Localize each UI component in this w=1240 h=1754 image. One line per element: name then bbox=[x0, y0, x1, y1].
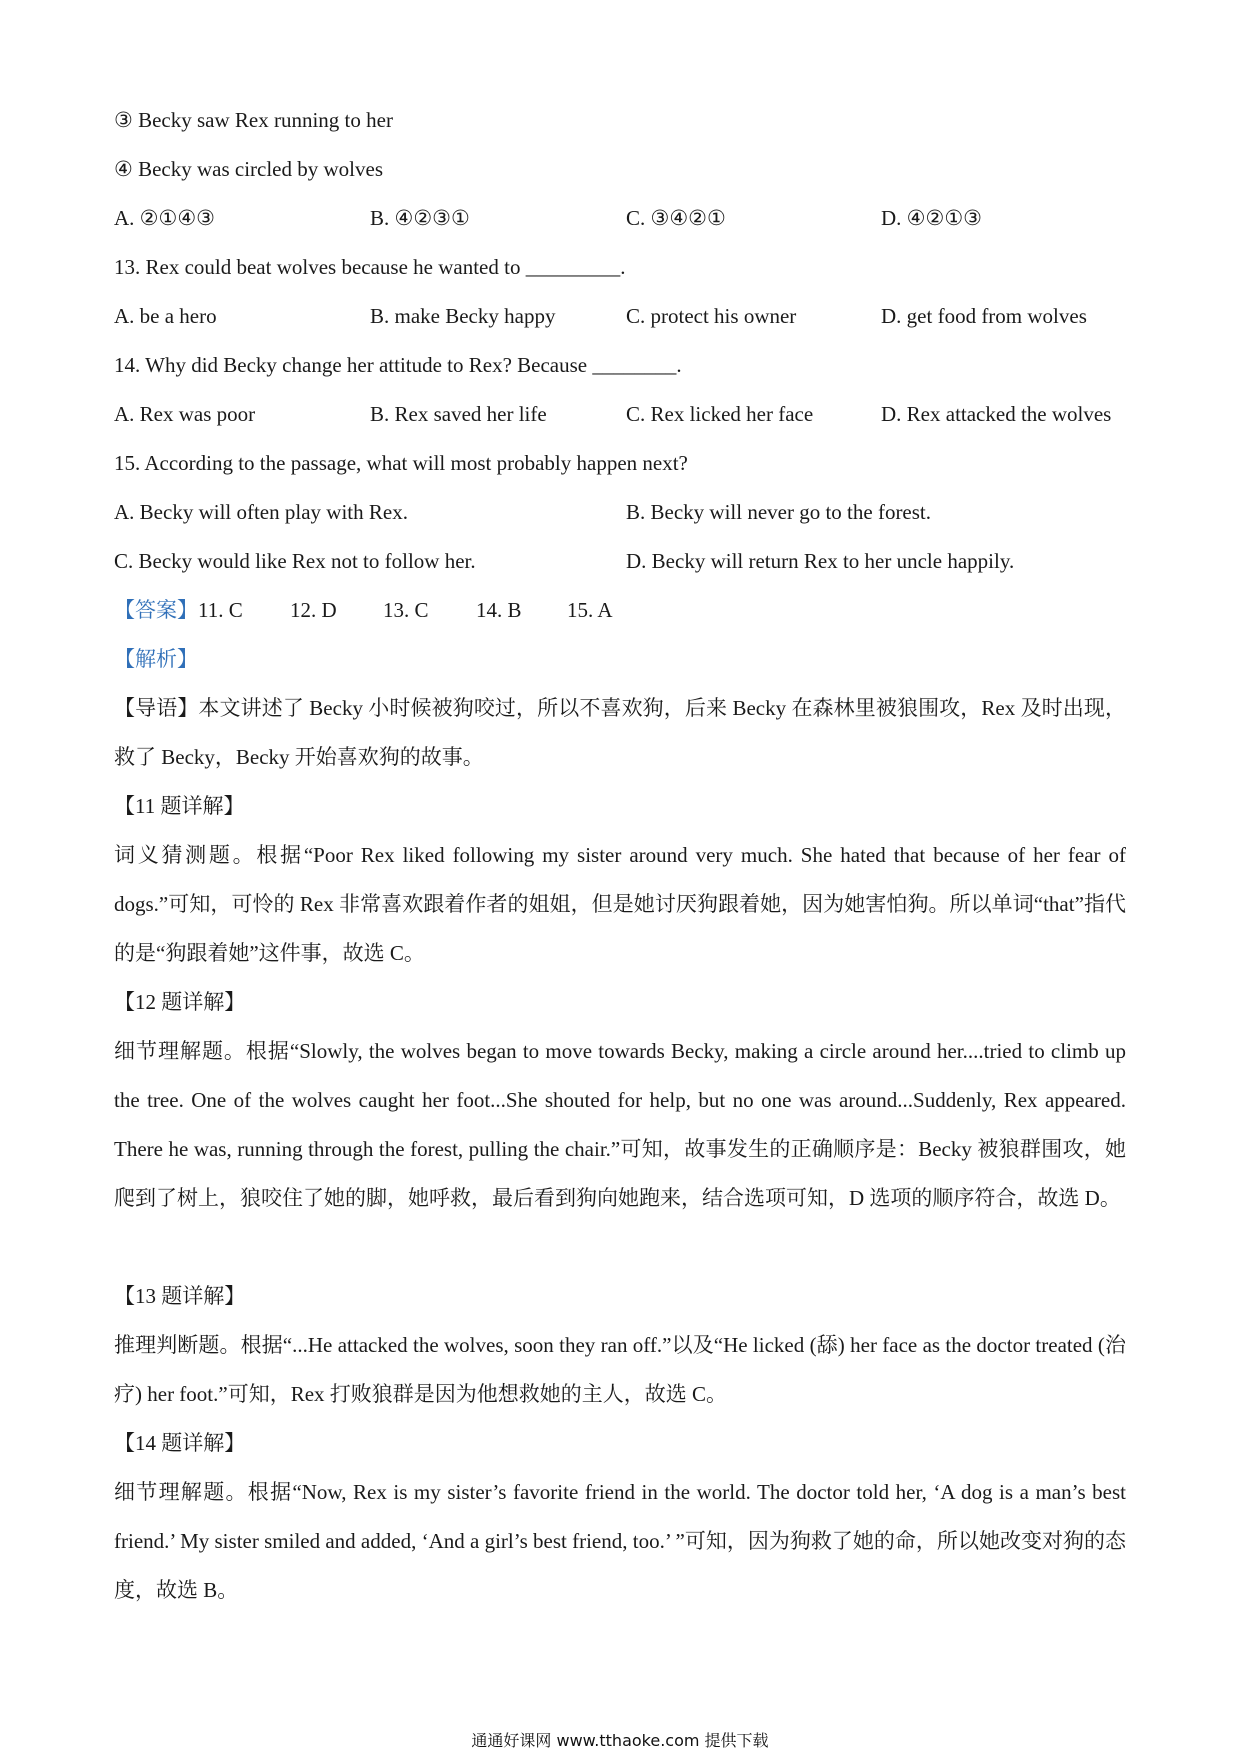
detail-12-heading: 【12 题详解】 bbox=[114, 990, 246, 1014]
answer-row bbox=[114, 595, 243, 625]
detail-12-text: 细节理解题。根据“Slowly, the wolves began to move towards Becky, making a circle around her....tried to climb up the tree. One of the wolves caught her foot...She shouted for help, but no one was around...Suddenly, Rex appeared. There he was, running through the forest, pulling the chair.”可知，故事发生的正确顺序是：Becky 被狼群围攻，她爬到了树上，狼咬住了她的脚，她呼救，最后看到狗向她跑来，结合选项可知，D 选项的顺序符合，故选 D。 bbox=[114, 1039, 1126, 1210]
detail-13-text: 推理判断题。根据“...He attacked the wolves, soon they ran off.”以及“He licked (舔) her face as the doctor treated (治疗) her foot.”可知，Rex 打败狼群是因为他想救她的主人，故选 C。 bbox=[114, 1333, 1126, 1406]
q13-option-a: A. be a hero bbox=[114, 304, 217, 328]
detail-13-heading: 【13 题详解】 bbox=[114, 1284, 246, 1308]
q14-option-b: B. Rex saved her life bbox=[370, 402, 547, 426]
answer-item: 12. D bbox=[290, 598, 337, 622]
q13-question: 13. Rex could beat wolves because he wanted to _________. bbox=[114, 255, 626, 279]
detail-14-heading: 【14 题详解】 bbox=[114, 1431, 246, 1455]
detail-14-text: 细节理解题。根据“Now, Rex is my sister’s favorite friend in the world. The doctor told her, ‘A dog is a man’s best friend.’ My sister smiled and added, ‘And a girl’s best friend, too.’ ”可知，因为狗救了她的命，所以她改变对狗的态度，故选 B。 bbox=[114, 1480, 1126, 1602]
q13-option-d: D. get food from wolves bbox=[881, 304, 1087, 328]
q13-option-c: C. protect his owner bbox=[626, 304, 797, 328]
q12-option-c: C. ③④②① bbox=[626, 206, 726, 230]
intro-paragraph: 【导语】本文讲述了 Becky 小时候被狗咬过，所以不喜欢狗，后来 Becky 在森林里被狼围攻，Rex 及时出现，救了 Becky，Becky 开始喜欢狗的故事。 bbox=[114, 696, 1126, 769]
q15-option-b: B. Becky will never go to the forest. bbox=[626, 500, 932, 524]
detail-11-heading: 【11 题详解】 bbox=[114, 794, 245, 818]
q15-question: 15. According to the passage, what will most probably happen next? bbox=[114, 451, 688, 475]
detail-11-text: 词义猜测题。根据“Poor Rex liked following my sister around very much. She hated that because of her fear of dogs.”可知，可怜的 Rex 非常喜欢跟着作者的姐姐，但是她讨厌狗跟着她，因为她害怕狗。所以单词“that”指代的是“狗跟着她”这件事，故选 C。 bbox=[114, 843, 1126, 965]
q12-option-b: B. ④②③① bbox=[370, 206, 470, 230]
page-footer: 通通好课网 www.tthaoke.com 提供下载 bbox=[471, 1731, 769, 1750]
analysis-label: 【解析】 bbox=[114, 647, 198, 671]
q12-option-a: A. ②①④③ bbox=[114, 206, 215, 230]
answer-label: 【答案】 bbox=[114, 598, 198, 622]
q13-option-b: B. make Becky happy bbox=[370, 304, 556, 328]
q15-option-d: D. Becky will return Rex to her uncle happily. bbox=[626, 549, 1015, 573]
q15-option-c: C. Becky would like Rex not to follow her. bbox=[114, 549, 476, 573]
answer-item: 14. B bbox=[476, 598, 522, 622]
q12-option-d: D. ④②①③ bbox=[881, 206, 982, 230]
q14-option-d: D. Rex attacked the wolves bbox=[881, 402, 1112, 426]
q15-option-a: A. Becky will often play with Rex. bbox=[114, 500, 408, 524]
answer-item: 11. C bbox=[198, 598, 243, 622]
q14-option-c: C. Rex licked her face bbox=[626, 402, 814, 426]
answer-item: 13. C bbox=[383, 598, 429, 622]
q14-option-a: A. Rex was poor bbox=[114, 402, 256, 426]
q12-item-4: ④ Becky was circled by wolves bbox=[114, 157, 384, 181]
q12-item-3: ③ Becky saw Rex running to her bbox=[114, 108, 393, 132]
answer-item: 15. A bbox=[567, 598, 613, 622]
q14-question: 14. Why did Becky change her attitude to Rex? Because ________. bbox=[114, 353, 682, 377]
